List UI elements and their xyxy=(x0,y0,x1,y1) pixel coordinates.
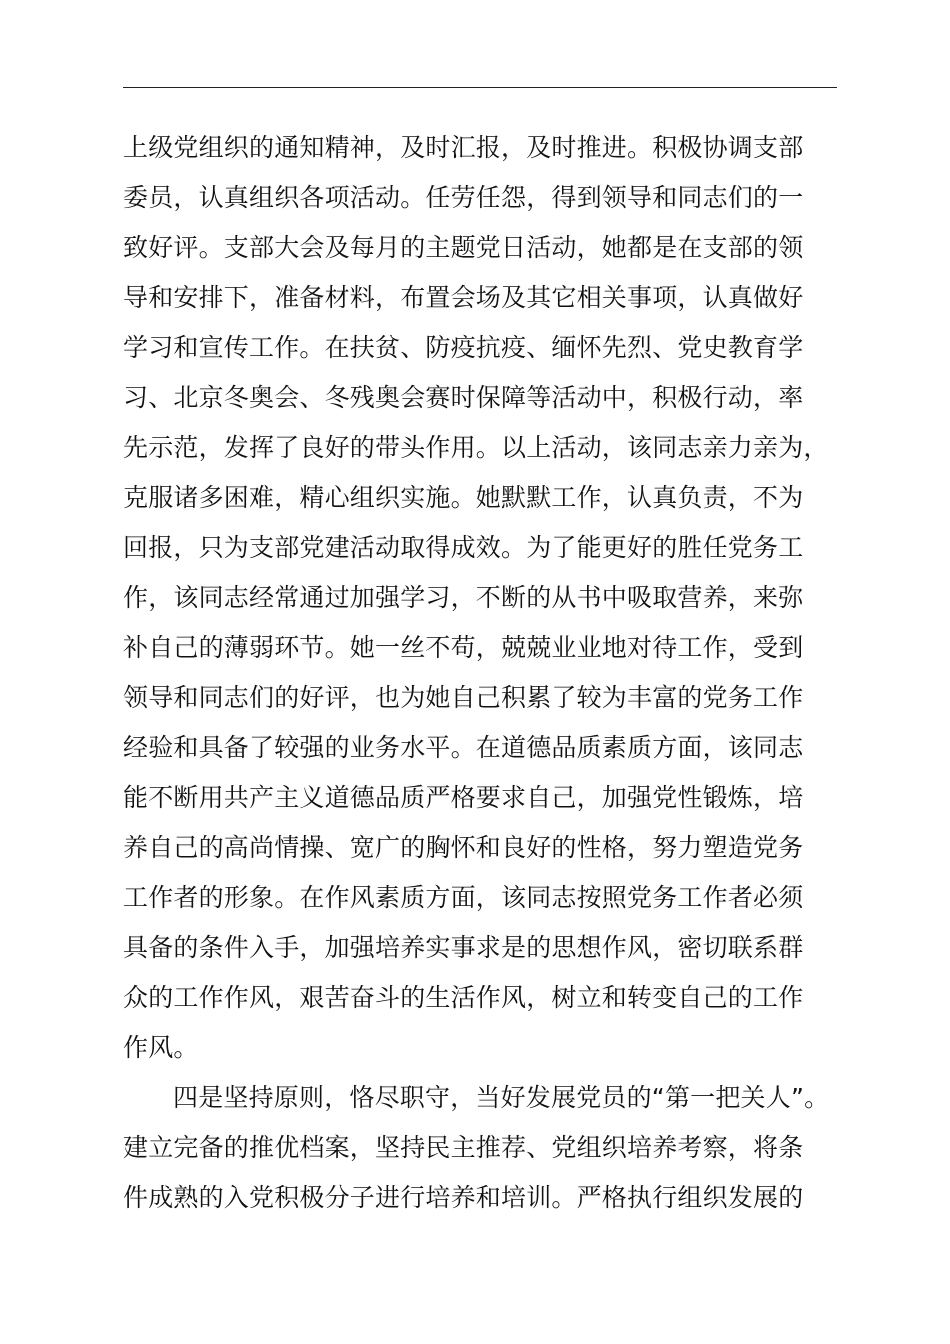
text-line: 导和安排下，准备材料，布置会场及其它相关事项，认真做好 xyxy=(123,283,804,312)
text-line: 领导和同志们的好评，也为她自己积累了较为丰富的党务工作 xyxy=(123,683,804,712)
text-line: 能不断用共产主义道德品质严格要求自己，加强党性锻炼，培 xyxy=(123,783,804,812)
text-line: 先示范，发挥了良好的带头作用。以上活动，该同志亲力亲为， xyxy=(123,433,829,462)
text-line: 补自己的薄弱环节。她一丝不苟，兢兢业业地对待工作，受到 xyxy=(123,633,804,662)
text-line: 回报，只为支部党建活动取得成效。为了能更好的胜任党务工 xyxy=(123,533,804,562)
text-line: 工作者的形象。在作风素质方面，该同志按照党务工作者必须 xyxy=(123,883,804,912)
text-line: 致好评。支部大会及每月的主题党日活动，她都是在支部的领 xyxy=(123,233,804,262)
text-line: 学习和宣传工作。在扶贫、防疫抗疫、缅怀先烈、党史教育学 xyxy=(123,333,804,362)
body-text xyxy=(123,128,863,1228)
text-line: 建立完备的推优档案，坚持民主推荐、党组织培养考察，将条 xyxy=(123,1133,804,1162)
text-line: 众的工作作风，艰苦奋斗的生活作风，树立和转变自己的工作 xyxy=(123,983,804,1012)
text-line: 件成熟的入党积极分子进行培养和培训。严格执行组织发展的 xyxy=(123,1183,804,1212)
text-line: 养自己的高尚情操、宽广的胸怀和良好的性格，努力塑造党务 xyxy=(123,833,804,862)
text-line: 具备的条件入手，加强培养实事求是的思想作风，密切联系群 xyxy=(123,933,804,962)
header-rule xyxy=(123,87,837,88)
text-line: 作风。 xyxy=(123,1033,199,1062)
text-line: 作，该同志经常通过加强学习，不断的从书中吸取营养，来弥 xyxy=(123,583,804,612)
text-line: 上级党组织的通知精神，及时汇报，及时推进。积极协调支部 xyxy=(123,133,804,162)
text-line: 克服诸多困难，精心组织实施。她默默工作，认真负责，不为 xyxy=(123,483,804,512)
text-line: 委员，认真组织各项活动。任劳任怨，得到领导和同志们的一 xyxy=(123,183,804,212)
paragraph-start-line: 四是坚持原则，恪尽职守，当好发展党员的“第一把关人”。 xyxy=(173,1083,830,1112)
text-line: 经验和具备了较强的业务水平。在道德品质素质方面，该同志 xyxy=(123,733,804,762)
text-line: 习、北京冬奥会、冬残奥会赛时保障等活动中，积极行动，率 xyxy=(123,383,804,412)
